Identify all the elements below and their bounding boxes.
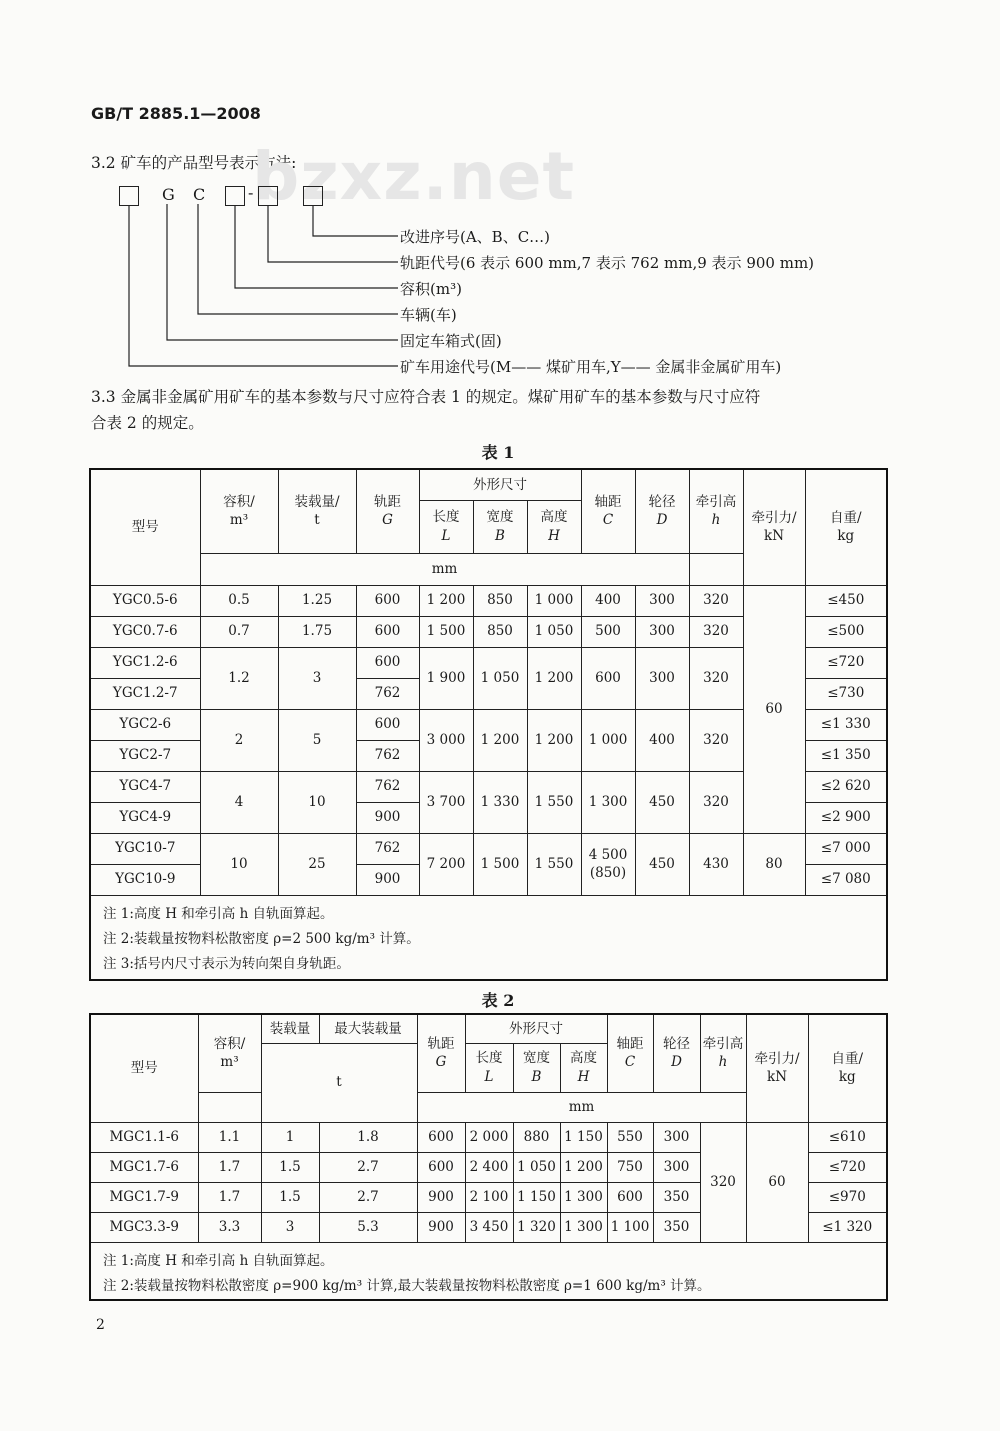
t1-cell: 25 (278, 833, 356, 895)
t1-model: YGC4-9 (90, 802, 200, 833)
t1-h-height: 高度 H (527, 500, 581, 553)
t2-notes (90, 1242, 887, 1300)
t1-tow-force-60: 60 (743, 585, 805, 833)
t1-cell: 1 200 (473, 709, 527, 771)
t2-cell: 750 (607, 1152, 653, 1182)
t1-cell: 1 050 (473, 647, 527, 709)
t1-cell: 7 200 (419, 833, 473, 895)
t1-cell: 450 (635, 771, 689, 833)
t1-cell: 450 (635, 833, 689, 895)
t2-self-weight: ≤720 (808, 1152, 887, 1182)
t2-h-unit-t: t (261, 1043, 417, 1122)
t2-cell: 1 150 (560, 1122, 607, 1152)
t1-self-weight: ≤500 (805, 616, 887, 647)
t1-cell: 1 500 (419, 616, 473, 647)
t1-self-weight: ≤2 900 (805, 802, 887, 833)
t1-self-weight: ≤1 330 (805, 709, 887, 740)
t1-cell: 300 (635, 585, 689, 616)
t1-self-weight: ≤7 000 (805, 833, 887, 864)
t1-cell: 2 (200, 709, 278, 771)
t1-h-wheelbase: 轴距 C (581, 469, 635, 553)
t1-h-volume: 容积/ m³ (200, 469, 278, 553)
t2-cell: 1 150 (513, 1182, 560, 1212)
t2-cell: 1 200 (560, 1152, 607, 1182)
code-letter-g: G (162, 185, 175, 204)
t1-model: YGC1.2-6 (90, 647, 200, 678)
t1-self-weight: ≤2 620 (805, 771, 887, 802)
t1-h-model: 型号 (90, 469, 200, 585)
t1-cell: 1 000 (527, 585, 581, 616)
t1-cell: 3 000 (419, 709, 473, 771)
t1-cell: 850 (473, 616, 527, 647)
t1-model: YGC0.5-6 (90, 585, 200, 616)
t1-cell: 500 (581, 616, 635, 647)
t1-cell: 3 700 (419, 771, 473, 833)
t2-cell: 5.3 (319, 1212, 417, 1242)
t1-model: YGC2-6 (90, 709, 200, 740)
t1-h-gauge: 轨距 G (356, 469, 419, 553)
t1-tow-force-80: 80 (743, 833, 805, 895)
t2-cell: 1.8 (319, 1122, 417, 1152)
t1-cell: 1 900 (419, 647, 473, 709)
t1-cell: 1 000 (581, 709, 635, 771)
t1-cell: 1 200 (527, 647, 581, 709)
t2-h-wheelbase: 轴距 C (607, 1014, 653, 1092)
t1-cell: 600 (356, 647, 419, 678)
label-vehicle: 车辆(车) (400, 306, 457, 324)
section-3-3-line1: 3.3 金属非金属矿用矿车的基本参数与尺寸应符合表 1 的规定。煤矿用矿车的基本参数与尺寸应符 (91, 388, 761, 406)
t1-model: YGC10-9 (90, 864, 200, 895)
t2-note-2: 注 2:装载量按物料松散密度 ρ=900 kg/m³ 计算,最大装载量按物料松散密度 ρ=1 600 kg/m³ 计算。 (103, 1277, 711, 1294)
t1-cell: 600 (356, 616, 419, 647)
t1-cell: 320 (689, 585, 743, 616)
standard-header: GB/T 2885.1—2008 (91, 104, 261, 123)
t2-h-unit-mm: mm (417, 1092, 746, 1122)
t1-self-weight: ≤7 080 (805, 864, 887, 895)
t2-cell: 1 050 (513, 1152, 560, 1182)
watermark: bzxz.net (252, 138, 576, 215)
t1-cell: 1.25 (278, 585, 356, 616)
t2-cell: 2 100 (465, 1182, 513, 1212)
t2-h-max-load: 最大装载量 (319, 1014, 417, 1043)
t1-cell: 400 (635, 709, 689, 771)
t1-note-3: 注 3:括号内尺寸表示为转向架自身轨距。 (103, 955, 350, 972)
t1-cell: 1 300 (581, 771, 635, 833)
t2-model: MGC3.3-9 (90, 1212, 198, 1242)
t1-cell: 1 550 (527, 771, 581, 833)
t1-cell: 320 (689, 771, 743, 833)
t1-cell: 850 (473, 585, 527, 616)
t1-cell: 762 (356, 833, 419, 864)
t2-h-gauge: 轨距 G (417, 1014, 465, 1092)
t1-cell: 10 (278, 771, 356, 833)
table2-caption: 表 2 (481, 991, 515, 1010)
t2-cell: 600 (607, 1182, 653, 1212)
t2-cell: 880 (513, 1122, 560, 1152)
t2-h-height: 高度 H (560, 1043, 607, 1092)
t1-self-weight: ≤1 350 (805, 740, 887, 771)
t1-cell: 10 (200, 833, 278, 895)
t1-cell: 4 (200, 771, 278, 833)
t2-model: MGC1.7-9 (90, 1182, 198, 1212)
t2-cell: 3 (261, 1212, 319, 1242)
t1-h-wheel-dia: 轮径 D (635, 469, 689, 553)
t2-cell: 1 100 (607, 1212, 653, 1242)
t1-note-2: 注 2:装载量按物料松散密度 ρ=2 500 kg/m³ 计算。 (103, 930, 420, 947)
t2-cell: 2 000 (465, 1122, 513, 1152)
t1-cell: 320 (689, 616, 743, 647)
t2-h-self-weight: 自重/ kg (808, 1014, 887, 1122)
t2-cell: 3.3 (198, 1212, 261, 1242)
t2-cell: 900 (417, 1212, 465, 1242)
model-code-diagram (0, 0, 1000, 380)
t1-cell: 762 (356, 771, 419, 802)
t1-cell: 1.2 (200, 647, 278, 709)
t1-model: YGC2-7 (90, 740, 200, 771)
t2-h-model: 型号 (90, 1014, 198, 1122)
t2-cell: 1.7 (198, 1152, 261, 1182)
t1-model: YGC10-7 (90, 833, 200, 864)
t2-note-1: 注 1:高度 H 和牵引高 h 自轨面算起。 (103, 1252, 334, 1269)
t2-cell: 350 (653, 1182, 700, 1212)
t1-model: YGC1.2-7 (90, 678, 200, 709)
table2 (89, 1013, 888, 1301)
label-gauge: 轨距代号(6 表示 600 mm,7 表示 762 mm,9 表示 900 mm) (400, 254, 815, 272)
t1-cell: 600 (356, 709, 419, 740)
t2-tow-height-320: 320 (700, 1122, 746, 1242)
t2-self-weight: ≤610 (808, 1122, 887, 1152)
t1-cell: 600 (581, 647, 635, 709)
t1-cell: 1.75 (278, 616, 356, 647)
code-letter-c: C (193, 185, 206, 204)
t1-h-unit-mm: mm (200, 553, 689, 585)
t1-h-self-weight: 自重/ kg (805, 469, 887, 585)
t1-cell: 5 (278, 709, 356, 771)
t1-cell: 1 050 (527, 616, 581, 647)
t2-h-length: 长度 L (465, 1043, 513, 1092)
t1-cell-wheelbase-pair: 4 500 (850) (581, 833, 635, 895)
t2-cell: 1.7 (198, 1182, 261, 1212)
t2-cell: 600 (417, 1122, 465, 1152)
t1-self-weight: ≤730 (805, 678, 887, 709)
t2-cell: 300 (653, 1152, 700, 1182)
table1-caption: 表 1 (481, 443, 515, 462)
t2-model: MGC1.7-6 (90, 1152, 198, 1182)
t2-h-tow-height: 牵引高 h (700, 1014, 746, 1092)
t2-cell: 1 300 (560, 1182, 607, 1212)
t2-h-volume: 容积/ m³ (198, 1014, 261, 1092)
t2-cell: 900 (417, 1182, 465, 1212)
t1-cell: 320 (689, 709, 743, 771)
t1-cell: 1 200 (419, 585, 473, 616)
label-fixed-body: 固定车箱式(固) (400, 332, 502, 350)
label-use-code: 矿车用途代号(M—— 煤矿用车,Y—— 金属非金属矿用车) (400, 358, 782, 376)
t1-h-length: 长度 L (419, 500, 473, 553)
t2-tow-force-60: 60 (746, 1122, 808, 1242)
label-volume: 容积(m³) (400, 280, 462, 298)
t1-cell: 320 (689, 647, 743, 709)
t2-cell: 1 300 (560, 1212, 607, 1242)
code-dash: - (248, 183, 254, 202)
t2-self-weight: ≤1 320 (808, 1212, 887, 1242)
t1-cell: 300 (635, 616, 689, 647)
t1-h-tow-height: 牵引高 h (689, 469, 743, 553)
t1-h-width: 宽度 B (473, 500, 527, 553)
t1-h-tow-force: 牵引力/ kN (743, 469, 805, 585)
section-3-2: 3.2 矿车的产品型号表示方法: (91, 154, 297, 172)
t1-cell: 600 (356, 585, 419, 616)
table1 (89, 468, 888, 981)
t1-notes (90, 895, 887, 980)
t2-cell: 300 (653, 1122, 700, 1152)
t1-cell: 1 550 (527, 833, 581, 895)
t2-cell: 2.7 (319, 1182, 417, 1212)
t2-h-dims: 外形尺寸 (465, 1014, 607, 1043)
t1-model: YGC0.7-6 (90, 616, 200, 647)
t1-self-weight: ≤450 (805, 585, 887, 616)
t1-model: YGC4-7 (90, 771, 200, 802)
t2-cell: 350 (653, 1212, 700, 1242)
t2-cell: 1.5 (261, 1182, 319, 1212)
t1-cell: 1 330 (473, 771, 527, 833)
t2-cell: 2 400 (465, 1152, 513, 1182)
t1-note-1: 注 1:高度 H 和牵引高 h 自轨面算起。 (103, 905, 334, 922)
t1-cell: 3 (278, 647, 356, 709)
t1-cell: 900 (356, 864, 419, 895)
t2-model: MGC1.1-6 (90, 1122, 198, 1152)
t1-cell: 900 (356, 802, 419, 833)
t1-cell: 400 (581, 585, 635, 616)
t2-h-load: 装载量 (261, 1014, 319, 1043)
t1-cell: 0.7 (200, 616, 278, 647)
t2-cell: 1 320 (513, 1212, 560, 1242)
t2-h-wheel-dia: 轮径 D (653, 1014, 700, 1092)
t1-cell: 762 (356, 740, 419, 771)
t1-cell: 430 (689, 833, 743, 895)
t2-cell: 3 450 (465, 1212, 513, 1242)
t2-h-width: 宽度 B (513, 1043, 560, 1092)
page-number: 2 (96, 1317, 105, 1333)
t2-cell: 1.1 (198, 1122, 261, 1152)
t1-self-weight: ≤720 (805, 647, 887, 678)
t2-cell: 550 (607, 1122, 653, 1152)
t1-h-dims: 外形尺寸 (419, 469, 581, 500)
t1-cell: 762 (356, 678, 419, 709)
t1-cell: 1 500 (473, 833, 527, 895)
t1-cell: 1 200 (527, 709, 581, 771)
t1-cell: 0.5 (200, 585, 278, 616)
t2-cell: 1 (261, 1122, 319, 1152)
t2-h-tow-force: 牵引力/ kN (746, 1014, 808, 1122)
t2-self-weight: ≤970 (808, 1182, 887, 1212)
t2-h-volume-spacer (198, 1092, 261, 1122)
label-revision: 改进序号(A、B、C…) (400, 228, 551, 246)
diagram-leader-lines (0, 0, 1000, 380)
t2-cell: 1.5 (261, 1152, 319, 1182)
t1-h-load: 装载量/ t (278, 469, 356, 553)
t2-cell: 2.7 (319, 1152, 417, 1182)
t1-cell: 300 (635, 647, 689, 709)
section-3-3-line2: 合表 2 的规定。 (91, 414, 204, 432)
t2-cell: 600 (417, 1152, 465, 1182)
